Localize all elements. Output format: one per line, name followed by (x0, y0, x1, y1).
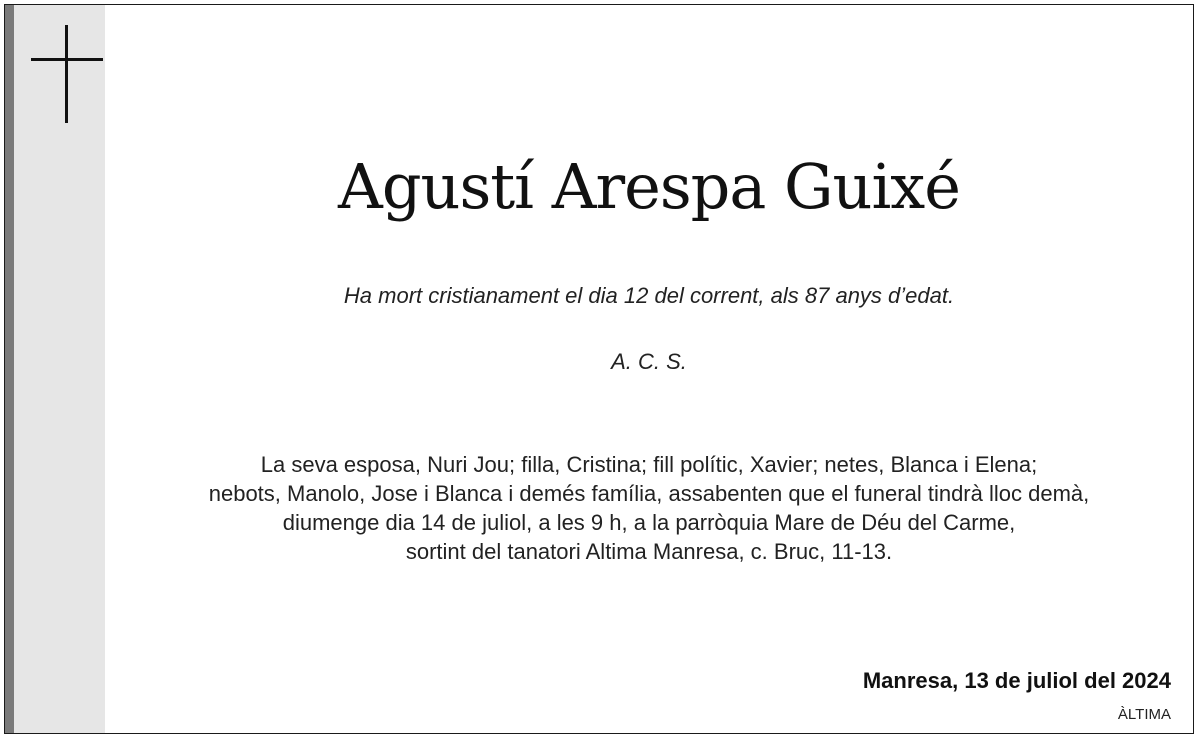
cross-icon (31, 25, 103, 123)
family-line: diumenge dia 14 de juliol, a les 9 h, a la parròquia Mare de Déu del Carme, (282, 510, 1016, 535)
obituary-notice (4, 4, 1194, 734)
left-edge-bar (5, 5, 14, 733)
source-label: ÀLTIMA (1117, 706, 1171, 723)
family-line: nebots, Manolo, Jose i Blanca i demés família, assabenten que el funeral tindrà lloc demà, (208, 481, 1090, 506)
family-line: sortint del tanatori Altima Manresa, c. Bruc, 11-13. (405, 539, 893, 564)
family-line: La seva esposa, Nuri Jou; filla, Cristina; fill polític, Xavier; netes, Blanca i Elena; (260, 452, 1038, 477)
family-paragraph (105, 450, 1193, 566)
side-band (14, 5, 105, 733)
deceased-name: Agustí Arespa Guixé (338, 150, 960, 223)
death-announcement: Ha mort cristianament el dia 12 del corrent, als 87 anys d’edat. (343, 283, 955, 308)
place-date: Manresa, 13 de juliol del 2024 (862, 668, 1171, 693)
acs-text: A. C. S. (611, 349, 687, 374)
